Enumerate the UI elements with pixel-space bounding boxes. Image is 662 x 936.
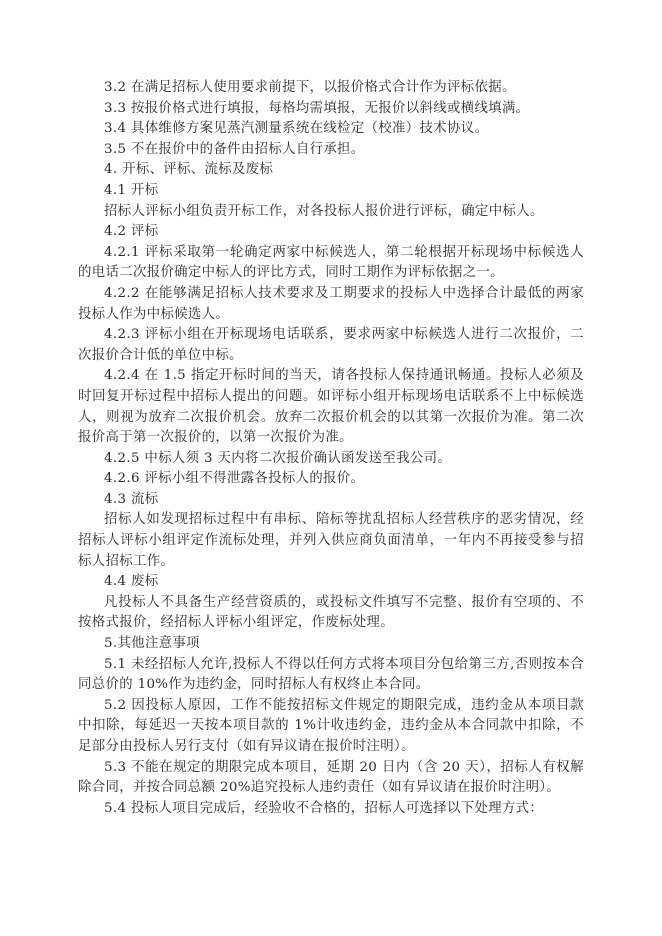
clause-3-2: 3.2 在满足招标人使用要求前提下，以报价格式合计作为评标依据。 [104,80,516,95]
section-4-2-heading: 4.2 评标 [104,224,159,240]
clause-3-3: 3.3 按报价格式进行填报，每格均需填报，无报价以斜线或横线填满。 [104,100,530,116]
section-4-4-heading: 4.4 废标 [104,574,159,590]
clause-4-2-4: 4.2.4 在 1.5 指定开标时间的当天，请各投标人保持通讯畅通。投标人必须及时回复开标过程中招标人提出的问题。如评标小组开标现场电话联系不上中标候选人，则视为放弃二次报价机会。放弃二次报价机会的以其第一次报价为准。第二次报价高于第一次报价的，以第一次报价为准。 [78,368,584,446]
clause-4-2-3: 4.2.3 评标小组在开标现场电话联系，要求两家中标候选人进行二次报价，二次报价合计低的单位中标。 [78,327,584,363]
section-4-heading: 4. 开标、评标、流标及废标 [104,162,274,178]
clause-3-4: 3.4 具体维修方案见蒸汽测量系统在线检定（校准）技术协议。 [104,121,489,137]
clause-4-2-5: 4.2.5 中标人须 3 天内将二次报价确认函发送至我公司。 [104,450,452,466]
clause-5-3: 5.3 不能在规定的期限完成本项目，延期 20 日内（含 20 天），招标人有权解除合同，并按合同总额 20%追究投标人违约责任（如有异议请在报价时注明）。 [78,759,584,796]
section-5-heading: 5.其他注意事项 [104,636,200,652]
section-4-1-body: 招标人评标小组负责开标工作，对各投标人报价进行评标，确定中标人。 [104,203,544,219]
section-4-3-heading: 4.3 流标 [104,491,159,507]
section-4-1-heading: 4.1 开标 [104,182,159,198]
clause-5-2: 5.2 因投标人原因，工作不能按招标文件规定的期限完成，违约金从本项目款中扣除，每延迟一天按本项目款的 1%计收违约金，违约金从本合同款中扣除，不足部分由投标人另行支付（如有异议请在报价时注明）。 [78,697,584,754]
clause-4-2-2: 4.2.2 在能够满足招标人技术要求及工期要求的投标人中选择合计最低的两家投标人作为中标候选人。 [78,285,584,322]
clause-4-2-6: 4.2.6 评标小组不得泄露各投标人的报价。 [104,471,365,487]
section-4-4-body: 凡投标人不具备生产经营资质的，或投标文件填写不完整、报价有空项的、不按格式报价，经招标人评标小组评定，作废标处理。 [78,594,584,631]
clause-3-5: 3.5 不在报价中的备件由招标人自行承担。 [104,141,365,157]
clause-5-1: 5.1 未经招标人允许,投标人不得以任何方式将本项目分包给第三方,否则按本合同总价的 10%作为违约金，同时招标人有权终止本合同。 [78,656,584,693]
section-4-3-body: 招标人如发现招标过程中有串标、陪标等扰乱招标人经营秩序的恶劣情况，经招标人评标小组评定作流标处理，并列入供应商负面清单，一年内不再接受参与招标人招标工作。 [78,512,584,569]
clause-4-2-1: 4.2.1 评标采取第一轮确定两家中标候选人，第二轮根据开标现场中标候选人的电话二次报价确定中标人的评比方式，同时工期作为评标依据之一。 [78,244,584,281]
clause-5-4: 5.4 投标人项目完成后，经验收不合格的，招标人可选择以下处理方式： [104,800,544,816]
document-page [78,78,584,819]
